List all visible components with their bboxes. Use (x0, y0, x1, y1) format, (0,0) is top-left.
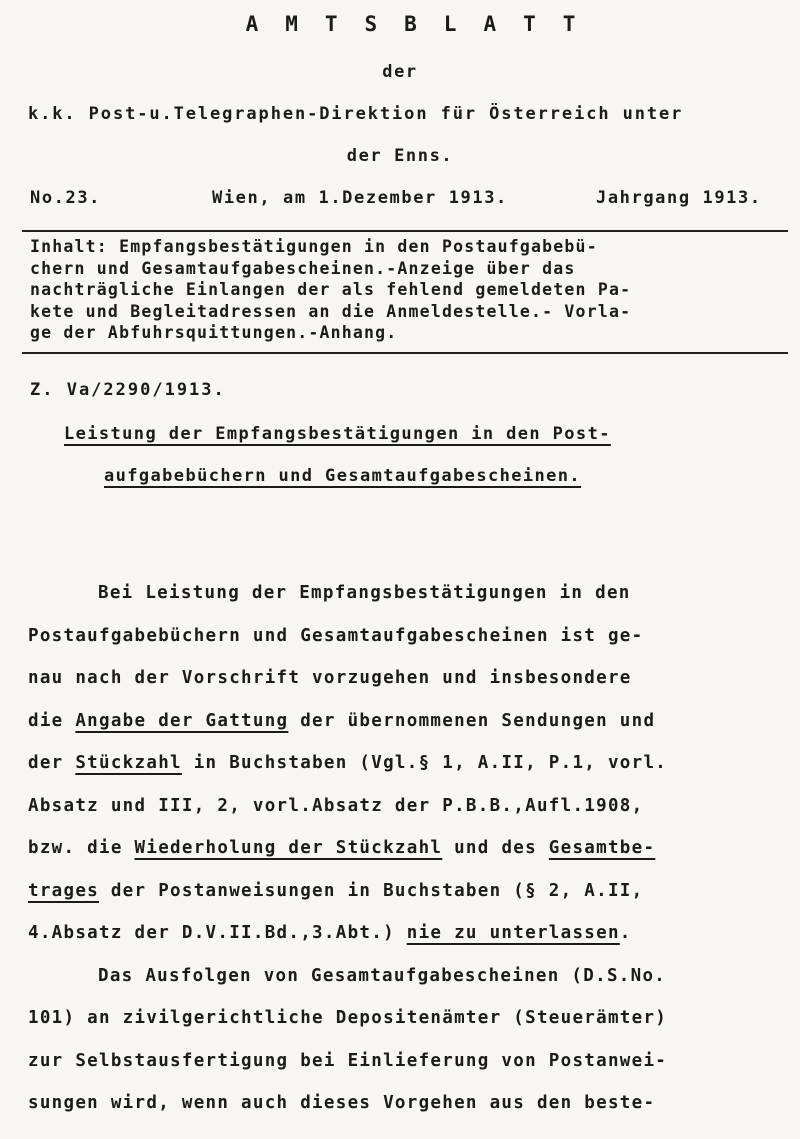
body-line (28, 700, 667, 743)
body-line (28, 870, 667, 913)
body-line: Das Ausfolgen von Gesamtaufgabescheinen (D.S.No. (98, 965, 667, 986)
body-line: Bei Leistung der Empfangsbestätigungen in den (98, 583, 631, 603)
underlined-phrase: trages (28, 880, 100, 901)
body-text-span: der übernommenen Sendungen und (288, 710, 656, 731)
contents-summary (30, 236, 631, 344)
place-date: Wien, am 1.Dezember 1913. (212, 188, 508, 208)
underlined-phrase: nie zu unterlassen (406, 923, 620, 943)
body-line: Absatz und III, 2, vorl.Absatz der P.B.B.,Aufl.1908, (28, 795, 644, 816)
body-text (28, 572, 667, 1125)
reference-number: Z. Va/2290/1913. (30, 380, 226, 400)
section-heading-line2: aufgabebüchern und Gesamtaufgabescheinen. (104, 466, 582, 486)
title-der: der (382, 62, 418, 82)
body-text-span: die (28, 710, 76, 731)
underlined-phrase: Stückzahl (75, 753, 182, 773)
body-text-span: 4.Absatz der D.V.II.Bd.,3.Abt.) (28, 923, 407, 943)
body-line: sungen wird, wenn auch dieses Vorgehen aus den beste- (28, 1093, 656, 1113)
body-line: 101) an zivilgerichtliche Depositenämter (Steuerämter) (28, 1008, 668, 1028)
rule-bottom (22, 352, 788, 354)
section-heading-line1: Leistung der Empfangsbestätigungen in den Post- (64, 424, 611, 444)
underlined-phrase: Wiederholung der Stückzahl (134, 838, 443, 858)
body-text-span: der Postanweisungen in Buchstaben (§ 2, A.II, (99, 880, 644, 901)
rule-top (22, 230, 788, 232)
body-line: Postaufgabebüchern und Gesamtaufgabescheinen ist ge- (28, 625, 644, 646)
issuing-authority-cont: der Enns. (346, 146, 454, 166)
body-line (28, 912, 667, 955)
body-text-span: bzw. die (28, 838, 135, 858)
body-line: zur Selbstausfertigung bei Einlieferung von Postanwei- (28, 1050, 668, 1071)
body-text-span: . (619, 923, 632, 943)
issuing-authority: k.k. Post-u.Telegraphen-Direktion für Österreich unter (28, 104, 684, 124)
body-text-span: und des (442, 838, 549, 858)
underlined-phrase: Gesamtbe- (548, 838, 656, 858)
document-title: AMTSBLATT (245, 12, 603, 36)
body-line (28, 742, 667, 785)
body-line: nau nach der Vorschrift vorzugehen und insbesondere (28, 668, 632, 688)
underlined-phrase: Angabe der Gattung (75, 710, 289, 731)
contents-line: kete und Begleitadressen an die Anmeldestelle.- Vorla- (30, 301, 632, 321)
body-line (28, 827, 667, 870)
body-text-span: der (28, 753, 76, 773)
contents-line: chern und Gesamtaufgabescheinen.-Anzeige über das (30, 258, 576, 278)
contents-line: ge der Abfuhrsquittungen.-Anhang. (30, 323, 398, 342)
volume-year: Jahrgang 1913. (596, 188, 762, 208)
body-text-span: in Buchstaben (Vgl.§ 1, A.II, P.1, vorl. (181, 753, 668, 773)
issue-number: No.23. (30, 188, 102, 208)
contents-line: Inhalt: Empfangsbestätigungen in den Postaufgabebü- (30, 237, 598, 256)
contents-line: nachträgliche Einlangen der als fehlend gemeldeten Pa- (30, 280, 632, 299)
